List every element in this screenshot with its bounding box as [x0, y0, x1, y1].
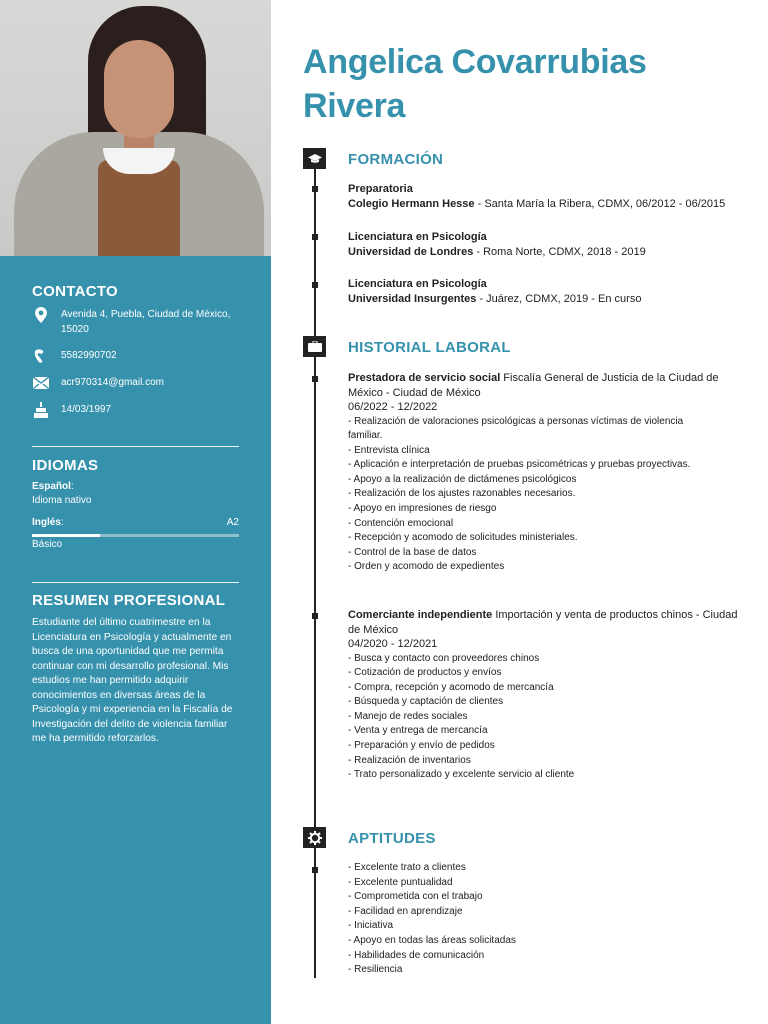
language-level-code: A2	[226, 517, 239, 528]
education-heading: FORMACIÓN	[348, 151, 444, 168]
work-task: - Recepción y acomodo de solicitudes ministeriales.	[348, 532, 578, 544]
work-heading: HISTORIAL LABORAL	[348, 339, 511, 356]
work-entry	[348, 608, 738, 783]
name-line-1: Angelica Covarrubias	[303, 43, 647, 81]
skill-item: - Iniciativa	[348, 920, 394, 932]
work-task: - Busca y contacto con proveedores chinos	[348, 652, 540, 664]
work-task: - Entrevista clínica	[348, 444, 430, 456]
work-task: - Venta y entrega de mercancía	[348, 725, 488, 737]
skill-item: - Resiliencia	[348, 964, 403, 976]
work-role: Comerciante independiente	[348, 609, 493, 621]
work-task: - Apoyo en impresiones de riesgo	[348, 503, 497, 515]
contact-birthdate-text: 14/03/1997	[61, 404, 112, 415]
education-school: Colegio Hermann Hesse	[348, 197, 475, 210]
education-details: - Juárez, CDMX, 2019 - En curso	[476, 292, 642, 305]
graduation-cap-icon	[303, 148, 326, 169]
contact-birthdate	[32, 402, 239, 418]
work-task: familiar.	[348, 430, 383, 442]
contact-address-text: Avenida 4, Puebla, Ciudad de México, 15020	[61, 309, 231, 335]
education-degree: Preparatoria	[348, 183, 413, 195]
location-pin-icon	[32, 307, 50, 323]
education-entry	[348, 277, 738, 306]
education-school: Universidad Insurgentes	[348, 292, 477, 305]
gear-icon	[303, 827, 326, 848]
envelope-icon	[32, 375, 50, 391]
work-task: - Trato personalizado y excelente servicio al cliente	[348, 769, 575, 781]
education-degree: Licenciatura en Psicología	[348, 231, 487, 243]
contact-phone	[32, 348, 239, 364]
contact-phone-text[interactable]: 5582990702	[61, 350, 117, 361]
work-task: - Cotización de productos y envíos	[348, 667, 502, 679]
timeline-dot	[312, 376, 318, 382]
summary-text: Estudiante del último cuatrimestre en la Licenciatura en Psicología y actualmente en busca de una oportunidad que me permita continuar con mi desarrollo profesional. Mis estudios me han permitido adquirir conocimientos en diversas áreas de la Psicología y mi experiencia en la Fiscalía de Investigación del delito de violencia familiar me ha permitido reforzarlos.	[32, 617, 233, 744]
language-name: Inglés	[32, 517, 61, 528]
name-line-2: Rivera	[303, 87, 406, 125]
education-details: - Santa María la Ribera, CDMX, 06/2012 - 06/2015	[474, 197, 726, 210]
language-name: Español	[32, 481, 71, 492]
language-english-level	[32, 538, 239, 552]
work-task: - Contención emocional	[348, 517, 454, 529]
language-spanish: Español: Idioma nativo	[32, 480, 239, 508]
work-task: - Manejo de redes sociales	[348, 710, 468, 722]
language-proficiency-bar	[32, 534, 239, 537]
work-dates: 04/2020 - 12/2021	[348, 638, 438, 650]
summary-heading: RESUMEN PROFESIONAL	[32, 592, 226, 609]
work-task-list	[348, 652, 738, 783]
timeline-dot	[312, 282, 318, 288]
language-english: Inglés: A2	[32, 517, 239, 528]
language-proficiency-fill	[32, 534, 100, 537]
language-level: Básico	[32, 539, 63, 550]
education-details: - Roma Norte, CDMX, 2018 - 2019	[473, 245, 646, 258]
work-task: - Aplicación e interpretación de pruebas psicométricas y pruebas proyectivas.	[348, 459, 691, 471]
briefcase-icon	[303, 336, 326, 357]
work-task: - Compra, recepción y acomodo de mercancía	[348, 681, 554, 693]
skills-entry	[348, 861, 738, 978]
languages-heading: IDIOMAS	[32, 457, 99, 474]
work-company: Fiscalía General de Justicia de la Ciudad de México - Ciudad de México	[348, 372, 719, 399]
skill-item: - Excelente trato a clientes	[348, 862, 466, 873]
birthday-cake-icon	[32, 402, 50, 418]
timeline-dot	[312, 186, 318, 192]
skills-heading: APTITUDES	[348, 830, 436, 847]
contact-email-text[interactable]: acr970314@gmail.com	[61, 377, 164, 388]
work-task-list	[348, 415, 738, 576]
skill-item: - Comprometida con el trabajo	[348, 891, 483, 903]
contact-heading: CONTACTO	[32, 283, 119, 300]
work-task: - Orden y acomodo de expedientes	[348, 561, 505, 573]
education-entry	[348, 182, 738, 211]
divider	[32, 446, 239, 447]
education-entry	[348, 230, 738, 259]
timeline-dot	[312, 234, 318, 240]
skills-list	[348, 861, 738, 978]
work-task: - Realización de inventarios	[348, 754, 471, 766]
divider	[32, 582, 239, 583]
work-task: - Control de la base de datos	[348, 546, 477, 558]
skill-item: - Facilidad en aprendizaje	[348, 905, 463, 917]
timeline-dot	[312, 613, 318, 619]
timeline-dot	[312, 867, 318, 873]
language-level: Idioma nativo	[32, 495, 92, 506]
profile-photo	[0, 0, 271, 256]
work-dates: 06/2022 - 12/2022	[348, 401, 438, 413]
skill-item: - Apoyo en todas las áreas solicitadas	[348, 934, 516, 946]
education-school: Universidad de Londres	[348, 245, 474, 258]
work-task: - Realización de los ajustes razonables necesarios.	[348, 488, 576, 500]
candidate-name	[303, 40, 647, 128]
phone-icon	[32, 348, 50, 364]
skill-item: - Habilidades de comunicación	[348, 949, 485, 961]
work-task: - Búsqueda y captación de clientes	[348, 696, 504, 708]
contact-email	[32, 375, 239, 391]
work-entry	[348, 371, 738, 575]
education-degree: Licenciatura en Psicología	[348, 278, 487, 290]
work-company: Importación y venta de productos chinos - Ciudad de México	[348, 609, 738, 636]
work-role: Prestadora de servicio social	[348, 372, 501, 384]
skill-item: - Excelente puntualidad	[348, 876, 453, 888]
contact-address	[32, 307, 239, 337]
work-task: - Preparación y envío de pedidos	[348, 740, 495, 752]
work-task: - Apoyo a la realización de dictámenes psicológicos	[348, 473, 577, 485]
sidebar	[0, 0, 271, 1024]
work-task: - Realización de valoraciones psicológicas a personas víctimas de violencia	[348, 415, 684, 427]
